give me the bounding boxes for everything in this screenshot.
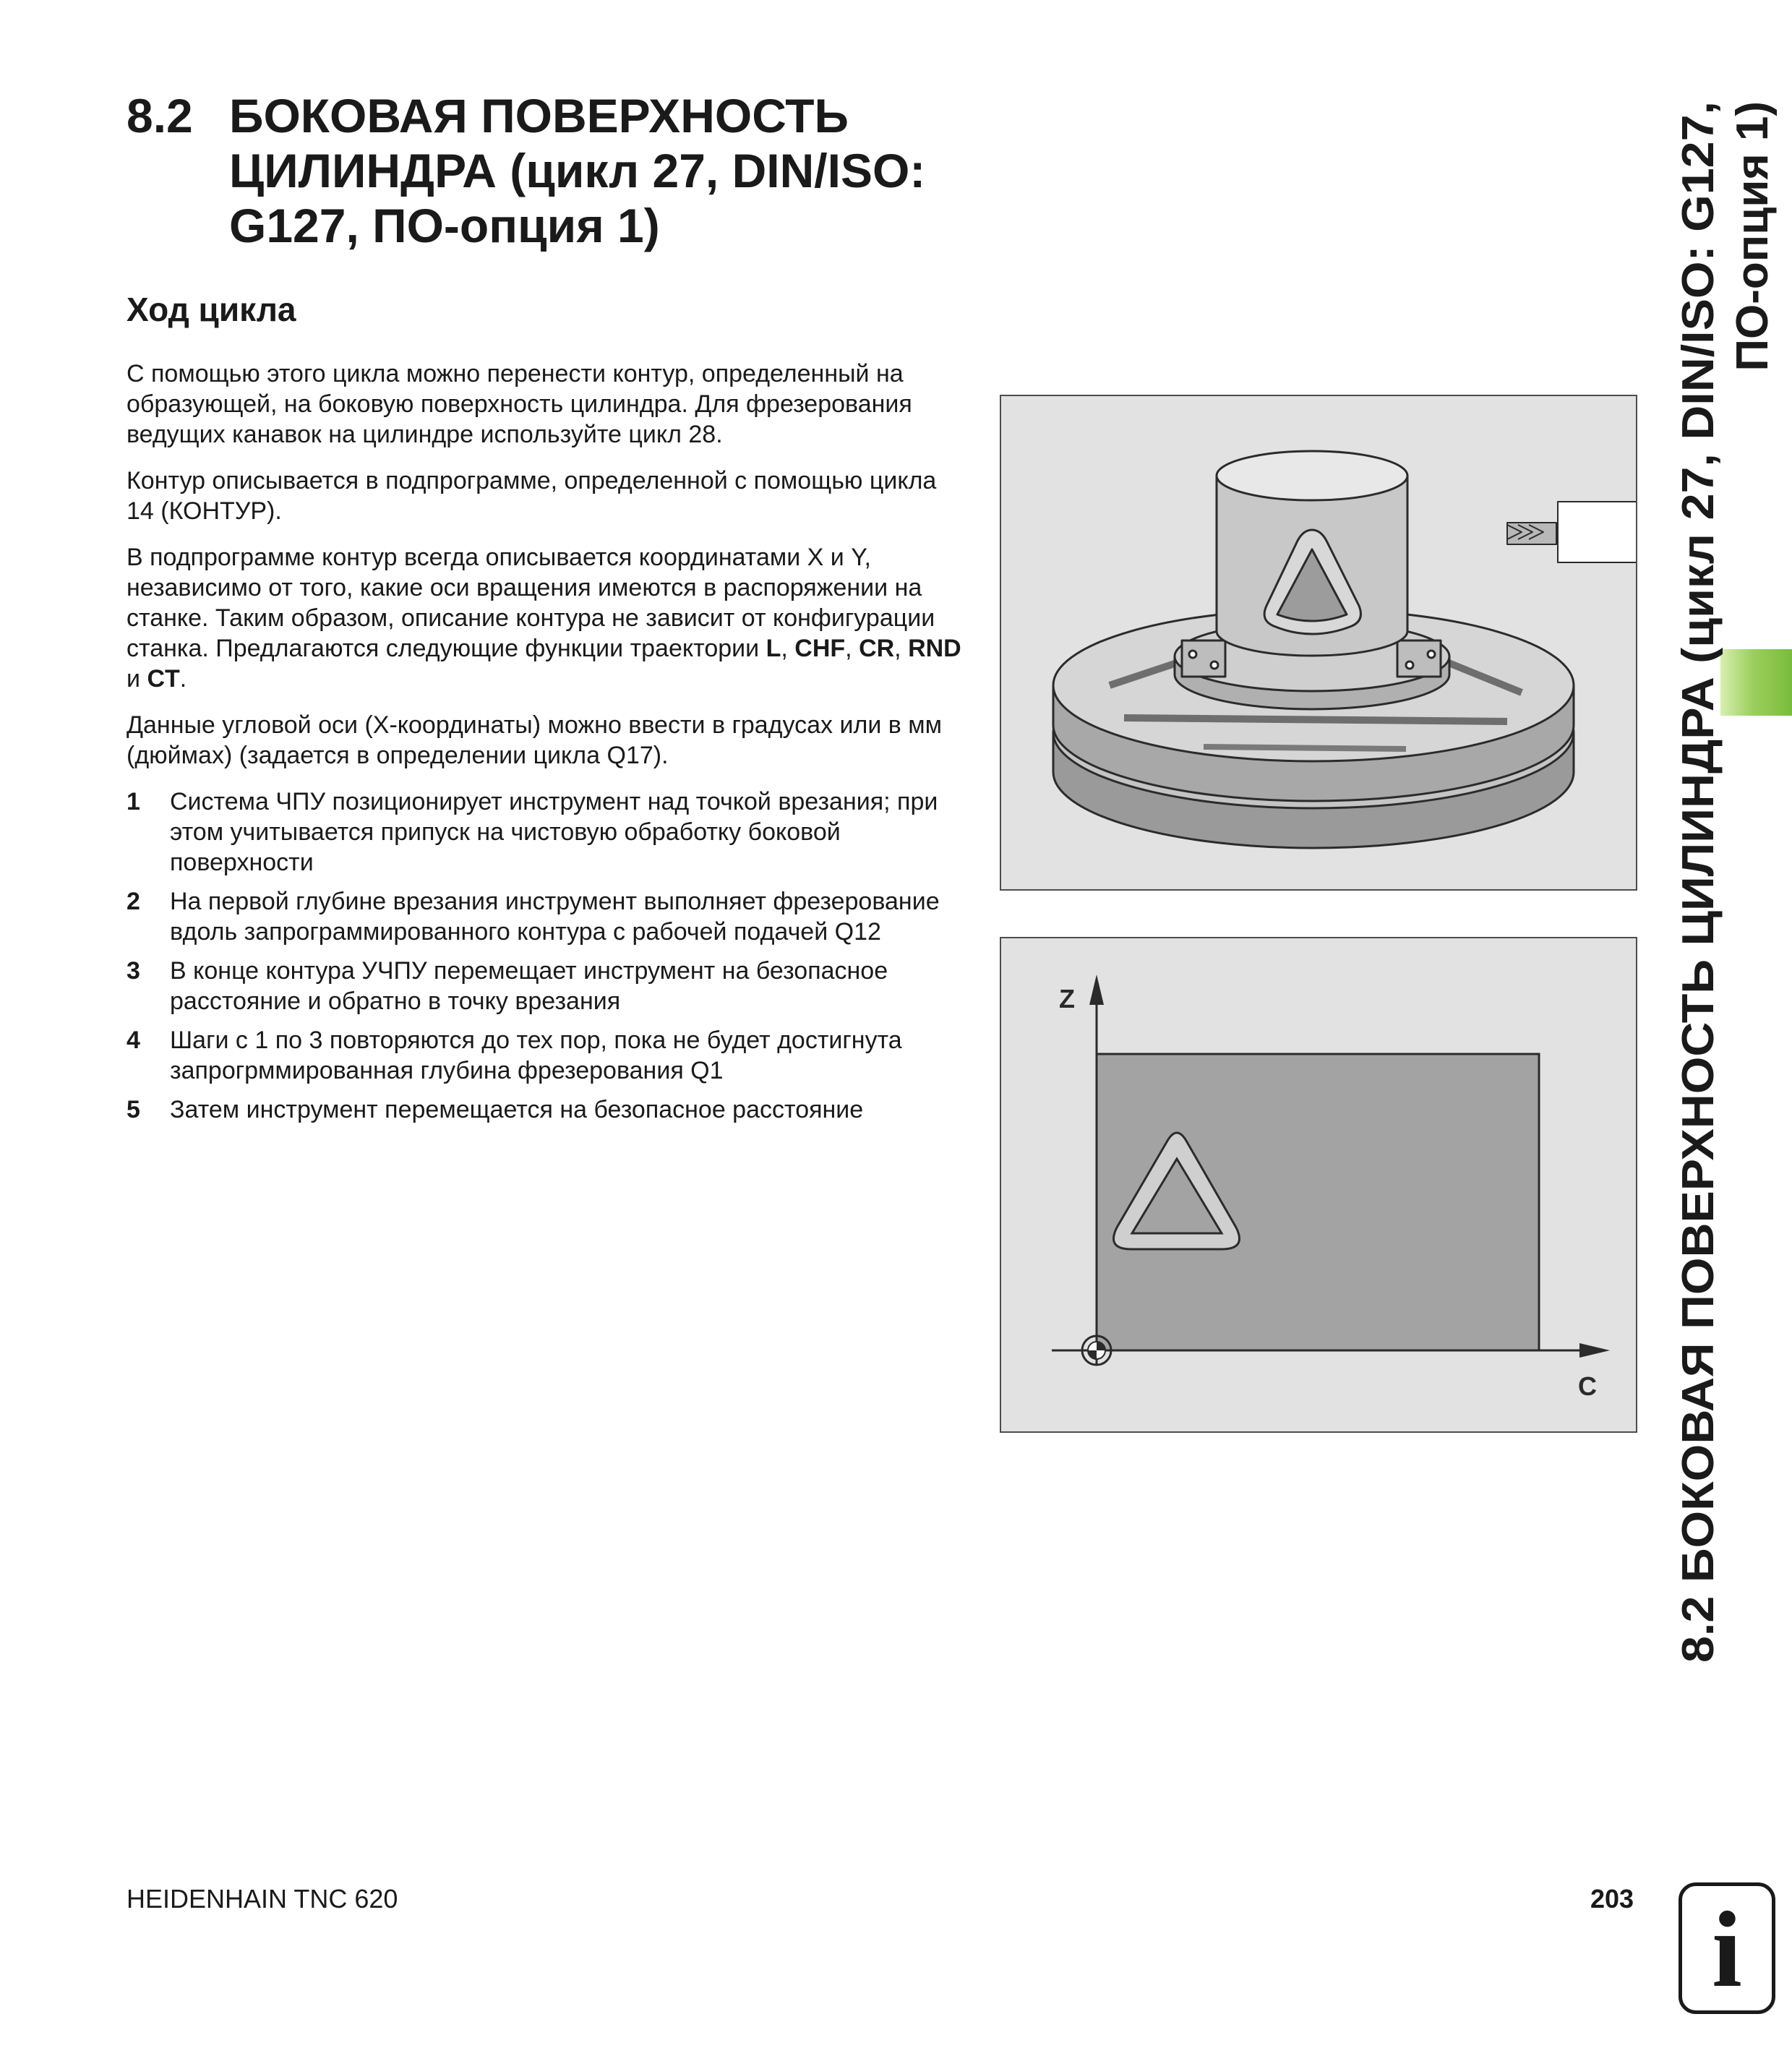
side-title-line: ПО-опция 1) xyxy=(1728,101,1778,372)
list-item xyxy=(127,787,969,878)
z-axis-label: Z xyxy=(1059,984,1075,1014)
footer-product: HEIDENHAIN TNC 620 xyxy=(127,1884,398,1914)
z-axis-arrow xyxy=(1089,974,1104,1005)
body-text xyxy=(127,359,969,1134)
conjunction: и xyxy=(127,665,147,693)
function-name: CHF xyxy=(794,635,846,662)
separator: , xyxy=(781,635,795,662)
function-name: RND xyxy=(908,635,961,662)
step-number: 2 xyxy=(127,888,140,915)
step-number: 3 xyxy=(127,957,140,985)
step-text: Шаги с 1 по 3 повторяются до тех пор, пока не будет достигнута запрогрммированная глубина фрезерования Q1 xyxy=(170,1027,902,1084)
c-axis-label: C xyxy=(1578,1371,1597,1401)
paragraph-text: В подпрограмме контур всегда описывается координатами X и Y, независимо от того, какие оси вращения имеются в распоряжении на станке. Таким образом, описание контура не зависит от конфигурации станка. Предлагаются следующие функции траектории xyxy=(127,544,935,662)
cylinder-drawing xyxy=(1001,396,1636,889)
section-number: 8.2 xyxy=(127,89,193,142)
step-text: В конце контура УЧПУ перемещает инструмент на безопасное расстояние и обратно в точку врезания xyxy=(170,957,888,1015)
list-item xyxy=(127,1094,969,1125)
list-item xyxy=(127,1025,969,1086)
title-line: G127, ПО-опция 1) xyxy=(229,199,660,252)
c-axis-arrow xyxy=(1579,1343,1610,1358)
step-number: 5 xyxy=(127,1096,140,1123)
page-number: 203 xyxy=(1590,1884,1634,1914)
function-name: CR xyxy=(859,635,895,662)
section-title-text xyxy=(229,88,1097,253)
step-text: На первой глубине врезания инструмент выполняет фрезерование вдоль запрограммированного контура с рабочей подачей Q12 xyxy=(170,888,940,946)
title-line: БОКОВАЯ ПОВЕРХНОСТЬ xyxy=(229,89,849,142)
period: . xyxy=(179,665,187,693)
contour-diagram xyxy=(1000,937,1637,1433)
contour-plot xyxy=(1001,938,1636,1431)
paragraph-path-functions xyxy=(127,542,969,694)
step-text: Система ЧПУ позиционирует инструмент над точкой врезания; при этом учитывается припуск на чистовую обработку боковой поверхности xyxy=(170,788,938,876)
step-number: 4 xyxy=(127,1027,140,1054)
side-title xyxy=(1670,101,1785,1663)
list-item xyxy=(127,886,969,947)
subheading: Ход цикла xyxy=(127,291,296,328)
function-name: CT xyxy=(147,665,180,693)
paragraph: Данные угловой оси (X-координаты) можно ввести в градусах или в мм (дюймах) (задается в определении цикла Q17). xyxy=(127,711,943,769)
step-list xyxy=(127,787,969,1125)
info-icon-glyph: i xyxy=(1712,1890,1742,2010)
function-name: L xyxy=(766,635,781,662)
step-text: Затем инструмент перемещается на безопасное расстояние xyxy=(170,1096,864,1123)
paragraph: С помощью этого цикла можно перенести контур, определенный на образующей, на боковую поверхность цилиндра. Для фрезерования ведущих канавок на цилиндре используйте цикл 28. xyxy=(127,360,912,448)
side-title-line: 8.2 БОКОВАЯ ПОВЕРХНОСТЬ ЦИЛИНДРА (цикл 27, DIN/ISO: G127, xyxy=(1673,205,1723,1663)
paragraph: Контур описывается в подпрограмме, определенной с помощью цикла 14 (КОНТУР). xyxy=(127,467,937,525)
separator: , xyxy=(894,635,909,662)
list-item xyxy=(127,956,969,1016)
info-icon xyxy=(1679,1882,1775,2014)
separator: , xyxy=(845,635,859,662)
title-line: ЦИЛИНДРА (цикл 27, DIN/ISO: xyxy=(229,144,926,197)
cylinder-illustration xyxy=(1000,395,1637,891)
step-number: 1 xyxy=(127,788,140,815)
